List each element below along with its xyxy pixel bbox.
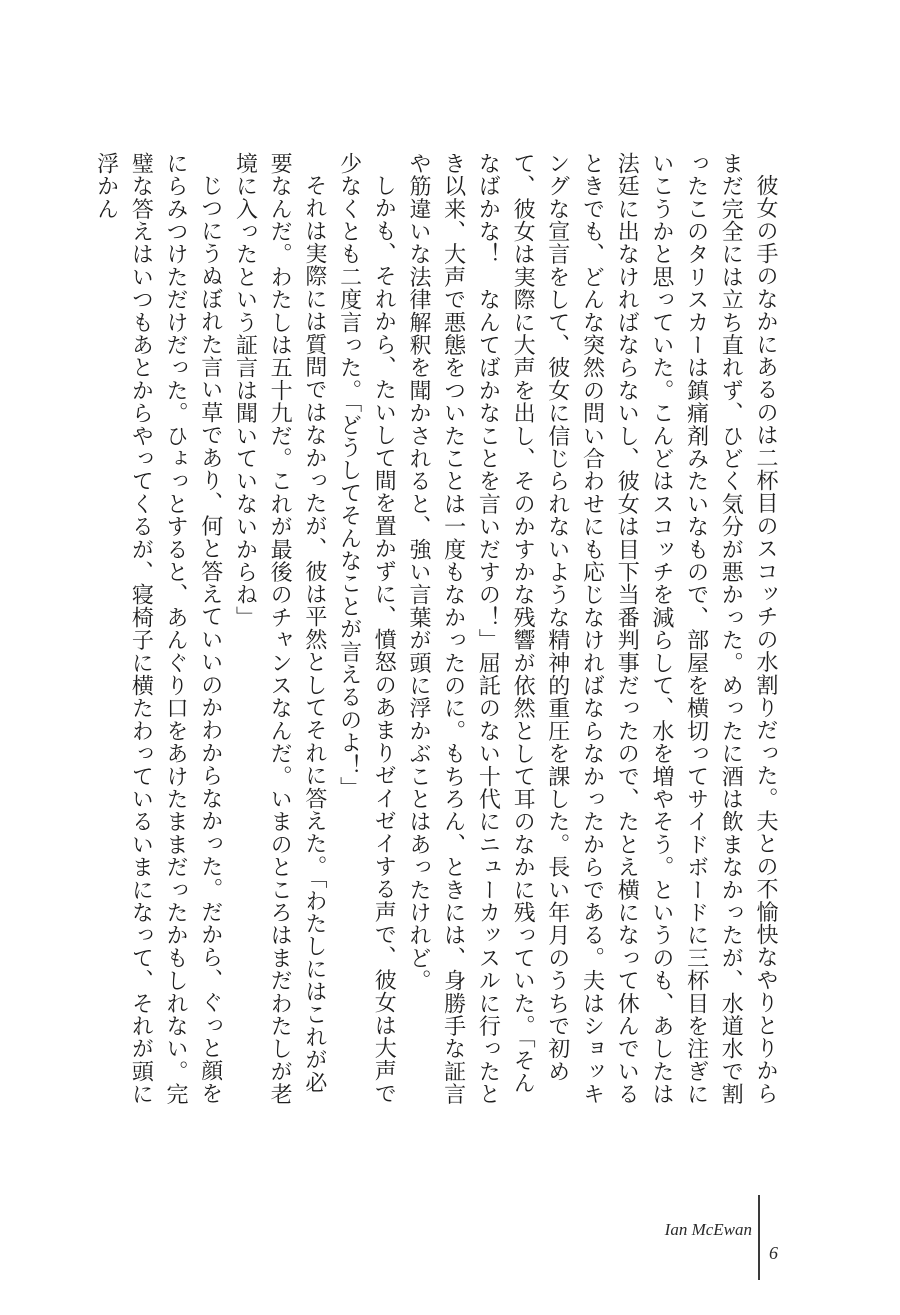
author-name: Ian McEwan [664, 1220, 752, 1239]
body-text [88, 152, 782, 1112]
footer-divider [758, 1195, 760, 1280]
page-number: 6 [769, 1243, 778, 1263]
paragraph-4: じつにうぬぼれた言い草であり、何と答えていいのかわからなかった。だから、ぐっと顔をにらみつけただけだった。ひょっとすると、あんぐり口をあけたままだったかもしれない。完璧な答えはいつもあとからやってくるが、寝椅子に横たわっているいまになって、それが頭に浮かん [93, 152, 223, 1106]
paragraph-3: それは実際には質問ではなかったが、彼は平然としてそれに答えた。「わたしにはこれが必要なんだ。わたしは五十九だ。これが最後のチャンスなんだ。いまのところはまだわたしが老境に入ったという証言は聞いていないからね」 [232, 152, 327, 1106]
paragraph-1: 彼女の手のなかにあるのは二杯目のスコッチの水割りだった。夫との不愉快なやりとりからまだ完全には立ち直れず、ひどく気分が悪かった。めったに酒は飲まなかったが、水道水で割ったこのタリスカーは鎮痛剤みたいなもので、部屋を横切ってサイドボードに三杯目を注ぎにいこうかと思っていた。こんどはスコッチを減らして、水を増やそう。というのも、あしたは法廷に出なければならないし、彼女は目下当番判事だったので、たとえ横になって休んでいるときでも、どんな突然の問い合わせにも応じなければならなかったからである。夫はショッキングな宣言をして、彼女に信じられないような精神的重圧を課した。長い年月のうちで初めて、彼女は実際に大声を出し、そのかすかな残響が依然として耳のなかに残っていた。「そんなばかな！ なんてばかなことを言いだすの！」屈託のない十代にニューカッスルに行ったとき以来、大声で悪態をついたことは一度もなかったのに。もちろん、ときには、身勝手な証言や筋違いな法律解釈を聞かされると、強い言葉が頭に浮かぶことはあったけれど。 [405, 152, 778, 1106]
paragraph-2: しかも、それから、たいして間を置かずに、憤怒のあまりゼイゼイする声で、彼女は大声で少なくとも二度言った。「どうしてそんなことが言えるのよ！」 [336, 152, 397, 1105]
